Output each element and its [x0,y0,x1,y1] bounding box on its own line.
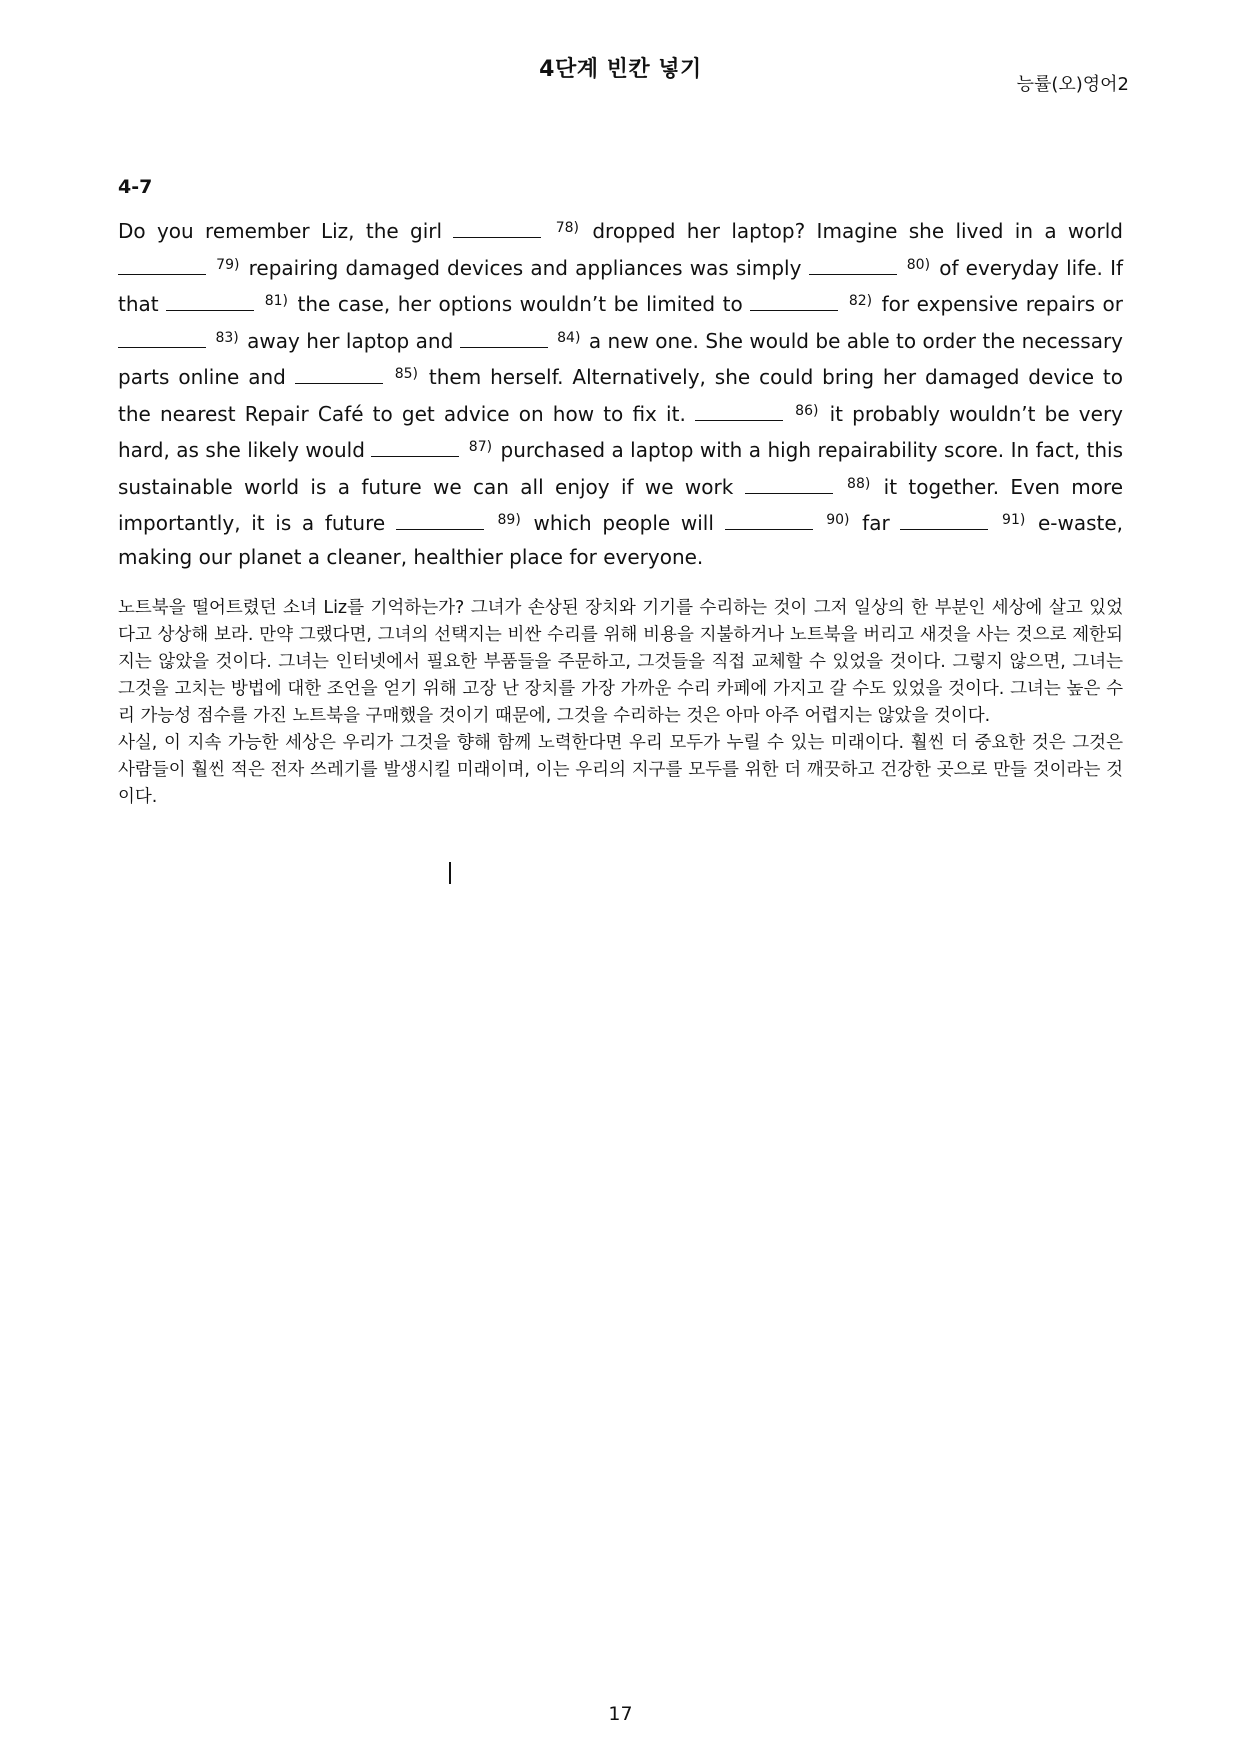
passage-text: them herself. Alternatively, she could bring her damaged device to the nearest Repair Café to get advice on how to fix it. [118,365,1123,426]
passage-text: purchased a laptop with a high repairability score. In fact, this sustainable world is a future we can all enjoy if we work [118,438,1124,499]
passage-text: Do you remember Liz, the girl [118,219,454,243]
answer-blank[interactable] [695,401,783,421]
section-number: 4-7 [118,176,153,198]
answer-blank[interactable] [371,437,459,457]
translation-paragraph: 사실, 이 지속 가능한 세상은 우리가 그것을 향해 함께 노력한다면 우리 모두가 누릴 수 있는 미래이다. 훨씬 더 중요한 것은 그것은 사람들이 훨씬 적은 전자 쓰레기를 발생시킬 미래이며, 이는 우리의 지구를 모두를 위한 더 깨끗하고 건강한 곳으로 만들 것이라는 것이다. [118,733,1123,807]
question-number: 86) [795,402,819,419]
passage-text: the case, her options wouldn’t be limited to [289,292,751,316]
answer-blank[interactable] [295,364,383,384]
question-number: 80) [906,256,931,273]
answer-blank[interactable] [745,474,833,494]
question-number: 87) [468,439,493,455]
question-number: 88) [847,475,871,492]
english-passage [118,212,1123,574]
answer-blank[interactable] [118,255,206,275]
passage-text: of everyday life. If that [118,255,1124,316]
answer-blank[interactable] [396,510,484,530]
passage-text: repairing damaged devices and appliances was simply [241,255,809,280]
question-number: 78) [555,220,580,236]
question-number: 90) [826,512,850,528]
answer-blank[interactable] [453,218,541,238]
page-title: 4단계 빈칸 넣기 [539,57,702,82]
question-number: 84) [557,329,581,346]
passage-text: dropped her laptop? Imagine she lived in a world [581,219,1124,243]
passage-text: it together. Even more importantly, it is a future [118,474,1124,535]
answer-blank[interactable] [460,328,548,348]
translation-paragraph: 노트북을 떨어트렸던 소녀 Liz를 기억하는가? 그녀가 손상된 장치와 기기를 수리하는 것이 그저 일상의 한 부분인 세상에 살고 있었다고 상상해 보라. 만약 그랬다면, 그녀의 선택지는 비싼 수리를 위해 비용을 지불하거나 노트북을 버리고 새것을 사는 것으로 제한되지는 않았을 것이다. 그녀는 인터넷에서 필요한 부품들을 주문하고, 그것들을 직접 교체할 수 있었을 것이다. 그렇지 않으면, 그녀는 그것을 고치는 방법에 대한 조언을 얻기 위해 고장 난 장치를 가장 가까운 수리 카페에 가지고 갈 수도 있었을 것이다. 그녀는 높은 수리 가능성 점수를 가진 노트북을 구매했을 것이기 때문에, 그것을 수리하는 것은 아마 아주 어렵지는 않았을 것이다. [118,598,1123,726]
question-number: 89) [497,512,521,528]
question-number: 91) [1002,512,1026,528]
question-number: 79) [216,256,240,273]
passage-text: which people will [522,511,725,535]
question-number: 83) [215,329,239,346]
answer-blank[interactable] [118,328,206,348]
passage-text: it probably wouldn’t be very hard, as she likely would [118,401,1124,462]
passage-text: far [851,511,901,535]
question-number: 81) [264,293,288,309]
question-number: 82) [848,293,873,309]
passage-text: e-waste, making our planet a cleaner, healthier place for everyone. [118,511,1124,569]
answer-blank[interactable] [750,291,838,311]
answer-blank[interactable] [166,291,254,311]
passage-text: a new one. She would be able to order the necessary parts online and [118,328,1124,389]
question-number: 85) [394,366,418,382]
answer-blank[interactable] [900,510,988,530]
korean-translation [118,595,1123,811]
answer-blank[interactable] [809,255,897,275]
page-number: 17 [608,1703,633,1725]
passage-text: for expensive repairs or [874,292,1124,316]
text-cursor [449,862,451,884]
subject-label: 능률(오)영어2 [1016,74,1129,95]
answer-blank[interactable] [725,510,813,530]
passage-text: away her laptop and [240,328,460,353]
